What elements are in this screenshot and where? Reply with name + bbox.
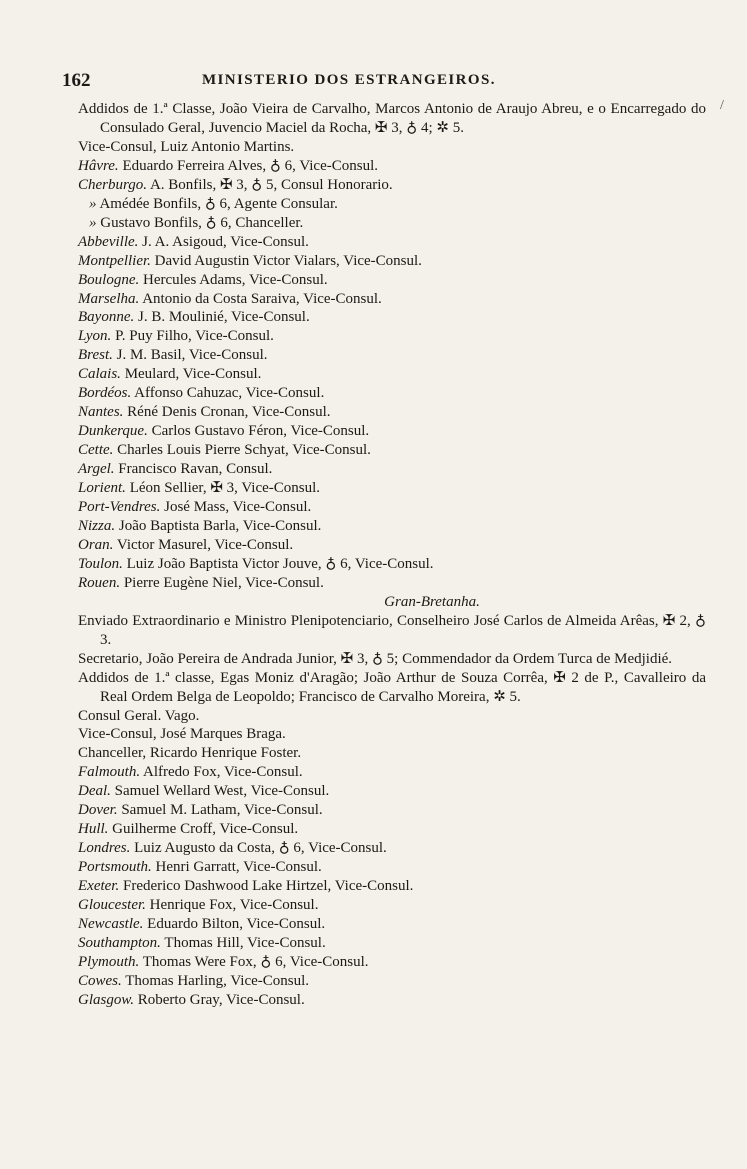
entry-text: Vice-Consul, José Marques Braga.	[78, 726, 286, 743]
entry-text: Carlos Gustavo Féron, Vice-Consul.	[151, 423, 370, 440]
directory-entry	[78, 517, 706, 536]
directory-entry	[78, 290, 706, 309]
entry-text: Léon Sellier, ✠ 3, Vice-Consul.	[129, 480, 321, 497]
entry-text: Réné Denis Cronan, Vice-Consul.	[127, 404, 331, 421]
entry-place: »	[89, 214, 97, 231]
entry-place: Nizza.	[78, 517, 116, 534]
entry-place: Brest.	[78, 347, 113, 364]
entry-place: Dunkerque.	[78, 423, 148, 440]
entry-place: Calais.	[78, 366, 121, 383]
great-britain-entries	[78, 612, 706, 1010]
directory-entry	[78, 346, 706, 365]
entry-place: Toulon.	[78, 555, 123, 572]
entry-place: Newcastle.	[78, 915, 144, 932]
entry-text: Addidos de 1.ª Classe, João Vieira de Carvalho, Marcos Antonio de Araujo Abreu, e o Encarregado do Consulado Geral, Juvencio Maciel da Rocha, ✠ 3, ♁ 4; ✲ 5.	[78, 101, 706, 136]
entry-text: Roberto Gray, Vice-Consul.	[137, 991, 305, 1008]
entry-place: Plymouth.	[78, 953, 140, 970]
entry-place: Deal.	[78, 783, 111, 800]
entry-text: Eduardo Bilton, Vice-Consul.	[147, 915, 326, 932]
directory-entry	[78, 479, 706, 498]
entry-place: Cowes.	[78, 972, 122, 989]
entry-text: Luiz João Baptista Victor Jouve, ♁ 6, Vice-Consul.	[126, 555, 434, 572]
directory-entry	[78, 441, 706, 460]
entry-place: Cherburgo.	[78, 176, 148, 193]
entry-place: Montpellier.	[78, 252, 151, 269]
entry-place: Abbeville.	[78, 233, 139, 250]
entry-place: Gloucester.	[78, 897, 146, 914]
entry-text: Samuel M. Latham, Vice-Consul.	[121, 802, 323, 819]
entry-text: Consul Geral. Vago.	[78, 707, 200, 724]
entry-text: Chanceller, Ricardo Henrique Foster.	[78, 745, 302, 762]
entry-place: »	[89, 195, 97, 212]
directory-entry	[78, 991, 706, 1010]
directory-entry	[78, 365, 706, 384]
entry-place: Southampton.	[78, 934, 161, 951]
entry-text: Thomas Were Fox, ♁ 6, Vice-Consul.	[142, 953, 369, 970]
directory-entry	[78, 782, 706, 801]
margin-mark: /	[720, 98, 724, 113]
entry-place: Exeter.	[78, 878, 120, 895]
entry-place: Marselha.	[78, 290, 140, 307]
directory-entry	[78, 725, 706, 744]
directory-entry	[78, 877, 706, 896]
directory-entry	[78, 650, 706, 669]
directory-entry	[78, 422, 706, 441]
entry-text: Amédée Bonfils, ♁ 6, Agente Consular.	[99, 195, 338, 212]
directory-entry	[78, 195, 706, 214]
directory-entry	[78, 934, 706, 953]
entry-text: J. B. Moulinié, Vice-Consul.	[137, 309, 310, 326]
entry-text: Samuel Wellard West, Vice-Consul.	[114, 783, 330, 800]
directory-entry	[78, 896, 706, 915]
directory-entry	[78, 915, 706, 934]
directory-entry	[78, 214, 706, 233]
entry-text: Eduardo Ferreira Alves, ♁ 6, Vice-Consul.	[122, 157, 379, 174]
entry-text: Antonio da Costa Saraiva, Vice-Consul.	[142, 290, 382, 307]
entry-text: Victor Masurel, Vice-Consul.	[116, 536, 294, 553]
entry-place: Portsmouth.	[78, 859, 152, 876]
directory-entry	[78, 138, 706, 157]
entry-text: Francisco Ravan, Consul.	[118, 461, 273, 478]
entry-text: Henrique Fox, Vice-Consul.	[149, 897, 319, 914]
entry-text: Enviado Extraordinario e Ministro Plenipotenciario, Conselheiro José Carlos de Almeida Arêas, ✠ 2, ♁ 3.	[78, 612, 706, 648]
entry-place: Argel.	[78, 461, 115, 478]
entry-text: Alfredo Fox, Vice-Consul.	[143, 764, 303, 781]
entry-text: Guilherme Croff, Vice-Consul.	[112, 821, 299, 838]
directory-entry	[78, 327, 706, 346]
running-title: MINISTERIO DOS ESTRANGEIROS.	[202, 72, 496, 88]
directory-entry	[78, 972, 706, 991]
directory-entry	[78, 536, 706, 555]
entry-place: Nantes.	[78, 404, 124, 421]
entry-place: Port-Vendres.	[78, 499, 161, 516]
directory-entry	[78, 176, 706, 195]
entry-text: Secretario, João Pereira de Andrada Junior, ✠ 3, ♁ 5; Commendador da Ordem Turca de Medjidié.	[78, 650, 673, 667]
entry-place: Cette.	[78, 442, 114, 459]
entry-text: Pierre Eugène Niel, Vice-Consul.	[123, 574, 324, 591]
entry-text: Meulard, Vice-Consul.	[124, 366, 262, 383]
entry-place: Falmouth.	[78, 764, 141, 781]
entry-text: David Augustin Victor Vialars, Vice-Consul.	[154, 252, 422, 269]
entry-place: Lorient.	[78, 480, 126, 497]
directory-entry	[78, 763, 706, 782]
page-header	[62, 70, 692, 94]
entry-text: Gustavo Bonfils, ♁ 6, Chanceller.	[100, 214, 304, 231]
entry-place: Hull.	[78, 821, 109, 838]
entry-text: Vice-Consul, Luiz Antonio Martins.	[78, 138, 295, 155]
directory-entry	[78, 820, 706, 839]
entry-text: A. Bonfils, ✠ 3, ♁ 5, Consul Honorario.	[149, 176, 393, 193]
page-number: 162	[62, 70, 91, 91]
france-entries	[78, 100, 706, 593]
entry-place: Bordéos.	[78, 385, 132, 402]
directory-entry	[78, 801, 706, 820]
entry-place: Boulogne.	[78, 271, 140, 288]
directory-entry	[78, 498, 706, 517]
entry-place: Lyon.	[78, 328, 112, 345]
entry-place: Glasgow.	[78, 991, 134, 1008]
section-title: Gran-Bretanha.	[384, 593, 480, 610]
entry-place: Londres.	[78, 840, 131, 857]
entry-place: Bayonne.	[78, 309, 135, 326]
entry-text: Thomas Harling, Vice-Consul.	[125, 972, 310, 989]
entry-text: J. M. Basil, Vice-Consul.	[116, 347, 268, 364]
directory-entry	[78, 574, 706, 593]
directory-entry	[78, 612, 706, 650]
entry-text: Hercules Adams, Vice-Consul.	[143, 271, 328, 288]
directory-entry	[78, 252, 706, 271]
directory-entry	[78, 707, 706, 726]
entry-place: Oran.	[78, 536, 114, 553]
directory-entry	[78, 858, 706, 877]
directory-entry	[78, 953, 706, 972]
directory-entry	[78, 744, 706, 763]
directory-entry	[78, 460, 706, 479]
entry-text: Frederico Dashwood Lake Hirtzel, Vice-Consul.	[122, 878, 414, 895]
entry-text: Affonso Cahuzac, Vice-Consul.	[134, 385, 325, 402]
entry-text: Addidos de 1.ª classe, Egas Moniz d'Aragão; João Arthur de Souza Corrêa, ✠ 2 de P., Cavalleiro da Real Ordem Belga de Leopoldo; Francisco de Carvalho Moreira, ✲ 5.	[78, 669, 706, 705]
entry-text: João Baptista Barla, Vice-Consul.	[118, 517, 322, 534]
directory-entry	[78, 669, 706, 707]
entry-text: J. A. Asigoud, Vice-Consul.	[142, 233, 309, 250]
directory-entry	[78, 403, 706, 422]
entry-text: Henri Garratt, Vice-Consul.	[155, 859, 322, 876]
directory-entry	[78, 157, 706, 176]
entry-text: José Mass, Vice-Consul.	[164, 499, 312, 516]
entry-place: Hâvre.	[78, 157, 119, 174]
entry-place: Rouen.	[78, 574, 121, 591]
directory-entry	[78, 839, 706, 858]
directory-entry	[78, 384, 706, 403]
entry-place: Dover.	[78, 802, 118, 819]
directory-entry	[78, 100, 706, 138]
entry-text: P. Puy Filho, Vice-Consul.	[115, 328, 274, 345]
entry-text: Charles Louis Pierre Schyat, Vice-Consul.	[117, 442, 371, 459]
directory-entry	[78, 233, 706, 252]
directory-entry	[78, 308, 706, 327]
entry-text: Luiz Augusto da Costa, ♁ 6, Vice-Consul.	[134, 840, 387, 857]
directory-entry	[78, 555, 706, 574]
directory-entry	[78, 271, 706, 290]
entry-text: Thomas Hill, Vice-Consul.	[164, 934, 326, 951]
page-body	[78, 100, 706, 1010]
